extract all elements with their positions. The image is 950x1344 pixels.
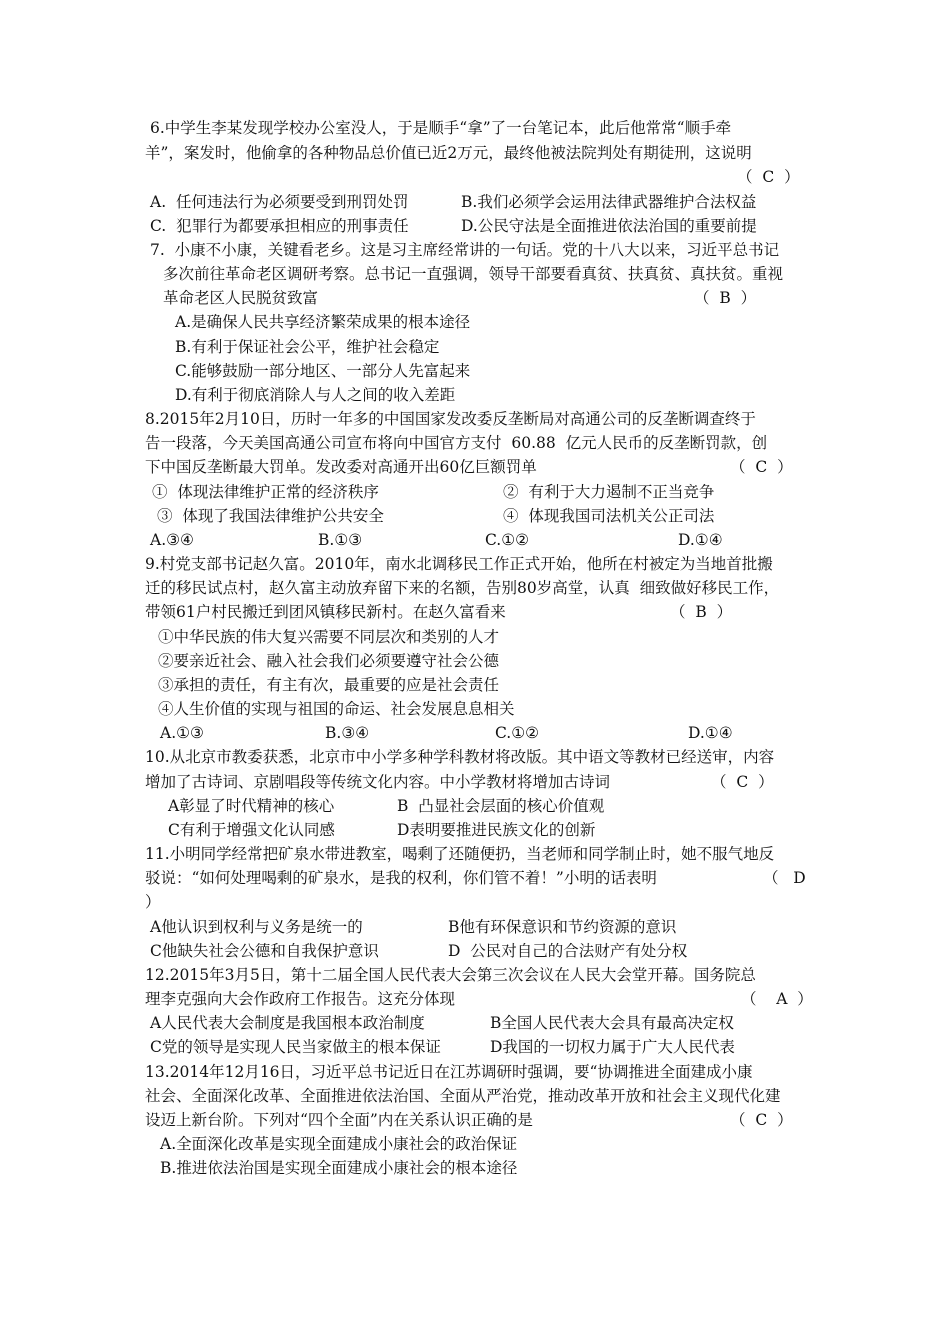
- q8-line-1: 8.2015年2月10日，历时一年多的中国国家发改委反垄断局对高通公司的反垄断调查终于: [145, 410, 756, 428]
- q9-option-c: C.①②: [495, 724, 540, 742]
- q6-answer: （ C ）: [737, 168, 800, 186]
- q10-option-d: D表明要推进民族文化的创新: [397, 821, 596, 839]
- q9-item-2: ②要亲近社会、融入社会我们必须要遵守社会公德: [158, 652, 500, 670]
- q8-option-a: A.③④: [150, 531, 194, 549]
- q13-line-3: 设迈上新台阶。下列对“四个全面”内在关系认识正确的是: [145, 1111, 533, 1129]
- q9-option-b: B.③④: [325, 724, 370, 742]
- q7-answer: （ B ）: [694, 289, 757, 307]
- q13-line-1: 13.2014年12月16日，习近平总书记近日在江苏调研时强调，要“协调推进全面建成小康: [145, 1063, 753, 1081]
- q8-line-3: 下中国反垄断最大罚单。发改委对高通开出60亿巨额罚单: [145, 458, 537, 476]
- q9-item-3: ③承担的责任，有主有次，最重要的应是社会责任: [158, 676, 500, 694]
- q9-item-4: ④人生价值的实现与祖国的命运、社会发展息息相关: [158, 700, 515, 718]
- q6-option-d: D.公民守法是全面推进依法治国的重要前提: [461, 217, 757, 235]
- q8-item-1: ① 体现法律维护正常的经济秩序: [152, 483, 379, 501]
- q6-option-a: A. 任何违法行为必须要受到刑罚处罚: [150, 193, 409, 211]
- q8-answer: （ C ）: [730, 458, 793, 476]
- q8-option-c: C.①②: [485, 531, 530, 549]
- q10-option-b: B 凸显社会层面的核心价值观: [397, 797, 605, 815]
- q6-line-1: 6.中学生李某发现学校办公室没人，于是顺手“拿”了一台笔记本，此后他常常“顺手牵: [150, 119, 732, 137]
- q10-answer: （ C ）: [711, 773, 774, 791]
- q12-line-2: 理李克强向大会作政府工作报告。这充分体现: [145, 990, 456, 1008]
- q10-option-a: A彰显了时代精神的核心: [168, 797, 335, 815]
- q8-option-b: B.①③: [318, 531, 363, 549]
- q12-answer: （ A ）: [741, 990, 813, 1008]
- q13-answer: （ C ）: [730, 1111, 793, 1129]
- q7-line-2: 多次前往革命老区调研考察。总书记一直强调，领导干部要看真贫、扶真贫、真扶贫。重视: [163, 265, 784, 283]
- q11-option-b: B他有环保意识和节约资源的意识: [448, 918, 677, 936]
- q12-option-d: D我国的一切权力属于广大人民代表: [490, 1038, 735, 1056]
- q7-line-1: 7. 小康不小康，关键看老乡。这是习主席经常讲的一句话。党的十八大以来，习近平总书记: [150, 241, 780, 259]
- q8-item-4: ④ 体现我国司法机关公正司法: [503, 507, 715, 525]
- q12-option-c: C党的领导是实现人民当家做主的根本保证: [150, 1038, 441, 1056]
- q11-line-1: 11.小明同学经常把矿泉水带进教室，喝剩了还随便扔，当老师和同学制止时，她不服气地反: [145, 845, 775, 863]
- q9-item-1: ①中华民族的伟大复兴需要不同层次和类别的人才: [158, 628, 500, 646]
- q11-answer: （ D: [763, 869, 806, 887]
- q10-line-1: 10.从北京市教委获悉，北京市中小学多种学科教材将改版。其中语文等教材已经送审，内容: [145, 748, 775, 766]
- q13-option-a: A.全面深化改革是实现全面建成小康社会的政治保证: [160, 1135, 518, 1153]
- q11-option-d: D 公民对自己的合法财产有处分权: [448, 942, 688, 960]
- q11-option-a: A他认识到权利与义务是统一的: [150, 918, 363, 936]
- q6-line-2: 羊”，案发时，他偷拿的各种物品总价值已近2万元，最终他被法院判处有期徒刑，这说明: [145, 144, 752, 162]
- q9-option-a: A.①③: [160, 724, 204, 742]
- q7-option-b: B.有利于保证社会公平，维护社会稳定: [175, 338, 440, 356]
- q8-line-2: 告一段落，今天美国高通公司宣布将向中国官方支付 60.88 亿元人民币的反垄断罚款，创: [145, 434, 768, 452]
- q7-option-c: C.能够鼓励一部分地区、一部分人先富起来: [175, 362, 471, 380]
- q11-line-2: 驳说：“如何处理喝剩的矿泉水，是我的权利，你们管不着！”小明的话表明: [145, 869, 657, 887]
- q11-answer-close: ）: [145, 893, 161, 911]
- q13-line-2: 社会、全面深化改革、全面推进依法治国、全面从严治党，推动改革开放和社会主义现代化建: [145, 1087, 781, 1105]
- q8-option-d: D.①④: [678, 531, 723, 549]
- q6-option-c: C. 犯罪行为都要承担相应的刑事责任: [150, 217, 409, 235]
- q13-option-b: B.推进依法治国是实现全面建成小康社会的根本途径: [160, 1159, 518, 1177]
- q7-option-a: A.是确保人民共享经济繁荣成果的根本途径: [175, 313, 471, 331]
- q8-item-2: ② 有利于大力遏制不正当竞争: [503, 483, 715, 501]
- q11-option-c: C他缺失社会公德和自我保护意识: [150, 942, 379, 960]
- q9-line-2: 迁的移民试点村，赵久富主动放弃留下来的名额，告别80岁高堂，认真 细致做好移民工作，: [145, 579, 780, 597]
- q9-option-d: D.①④: [688, 724, 733, 742]
- q10-option-c: C有利于增强文化认同感: [168, 821, 335, 839]
- q7-option-d: D.有利于彻底消除人与人之间的收入差距: [175, 386, 456, 404]
- q6-option-b: B.我们必须学会运用法律武器维护合法权益: [461, 193, 757, 211]
- q10-line-2: 增加了古诗词、京剧唱段等传统文化内容。中小学教材将增加古诗词: [145, 773, 611, 791]
- q9-line-1: 9.村党支部书记赵久富。2010年，南水北调移民工作正式开始，他所在村被定为当地首批搬: [145, 555, 773, 573]
- q9-answer: （ B ）: [670, 603, 733, 621]
- q12-line-1: 12.2015年3月5日，第十二届全国人民代表大会第三次会议在人民大会堂开幕。国务院总: [145, 966, 756, 984]
- q7-line-3: 革命老区人民脱贫致富: [163, 289, 319, 307]
- q9-line-3: 带领61户村民搬迁到团风镇移民新村。在赵久富看来: [145, 603, 506, 621]
- q12-option-b: B全国人民代表大会具有最高决定权: [490, 1014, 734, 1032]
- q8-item-3: ③ 体现了我国法律维护公共安全: [157, 507, 384, 525]
- q12-option-a: A人民代表大会制度是我国根本政治制度: [150, 1014, 425, 1032]
